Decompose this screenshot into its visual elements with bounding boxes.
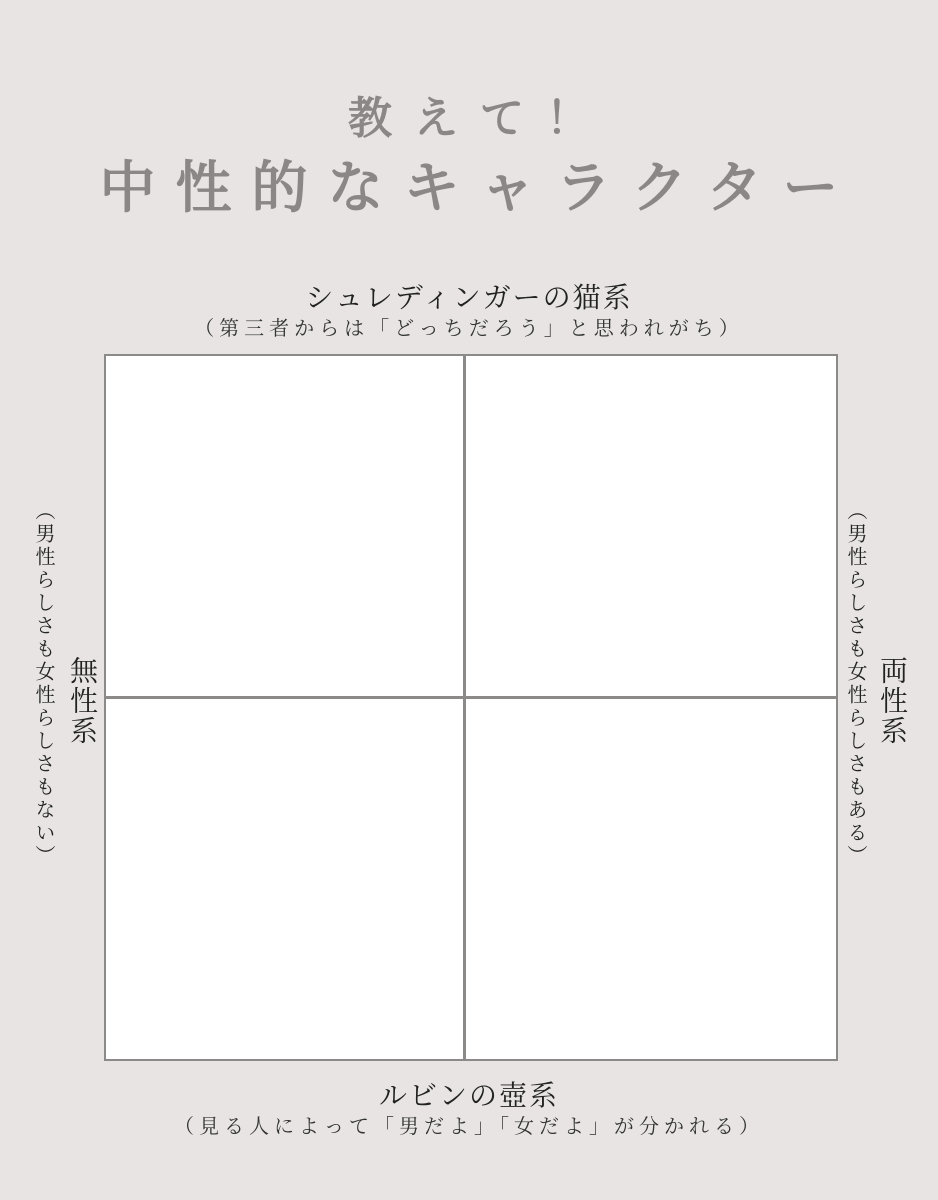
vertical-axis-line <box>463 354 466 1060</box>
axis-left-label: 無性系 <box>66 656 99 746</box>
quadrant-grid <box>104 354 838 1061</box>
quadrant-bottom-right[interactable] <box>468 702 836 1059</box>
axis-bottom-label: ルビンの壺系 <box>378 1079 559 1112</box>
quadrant-bottom-left[interactable] <box>106 702 464 1059</box>
axis-left-description: （男性らしさも女性らしさもない） <box>32 500 56 868</box>
axis-right-description: （男性らしさも女性らしさもある） <box>844 500 868 868</box>
horizontal-axis-line <box>104 696 838 699</box>
quadrant-top-left[interactable] <box>106 356 464 698</box>
axis-top-label: シュレディンガーの猫系 <box>305 281 633 314</box>
page-title: 中性的なキャラクター <box>99 156 859 221</box>
title-line1: 教えて！ <box>348 93 612 144</box>
axis-right-label: 両性系 <box>876 656 909 746</box>
axis-top-description: （第三者からは「どっちだろう」と思われがち） <box>194 316 744 340</box>
quadrant-top-right[interactable] <box>468 356 836 698</box>
axis-bottom-description: （見る人によって「男だよ」「女だよ」が分かれる） <box>174 1114 764 1138</box>
